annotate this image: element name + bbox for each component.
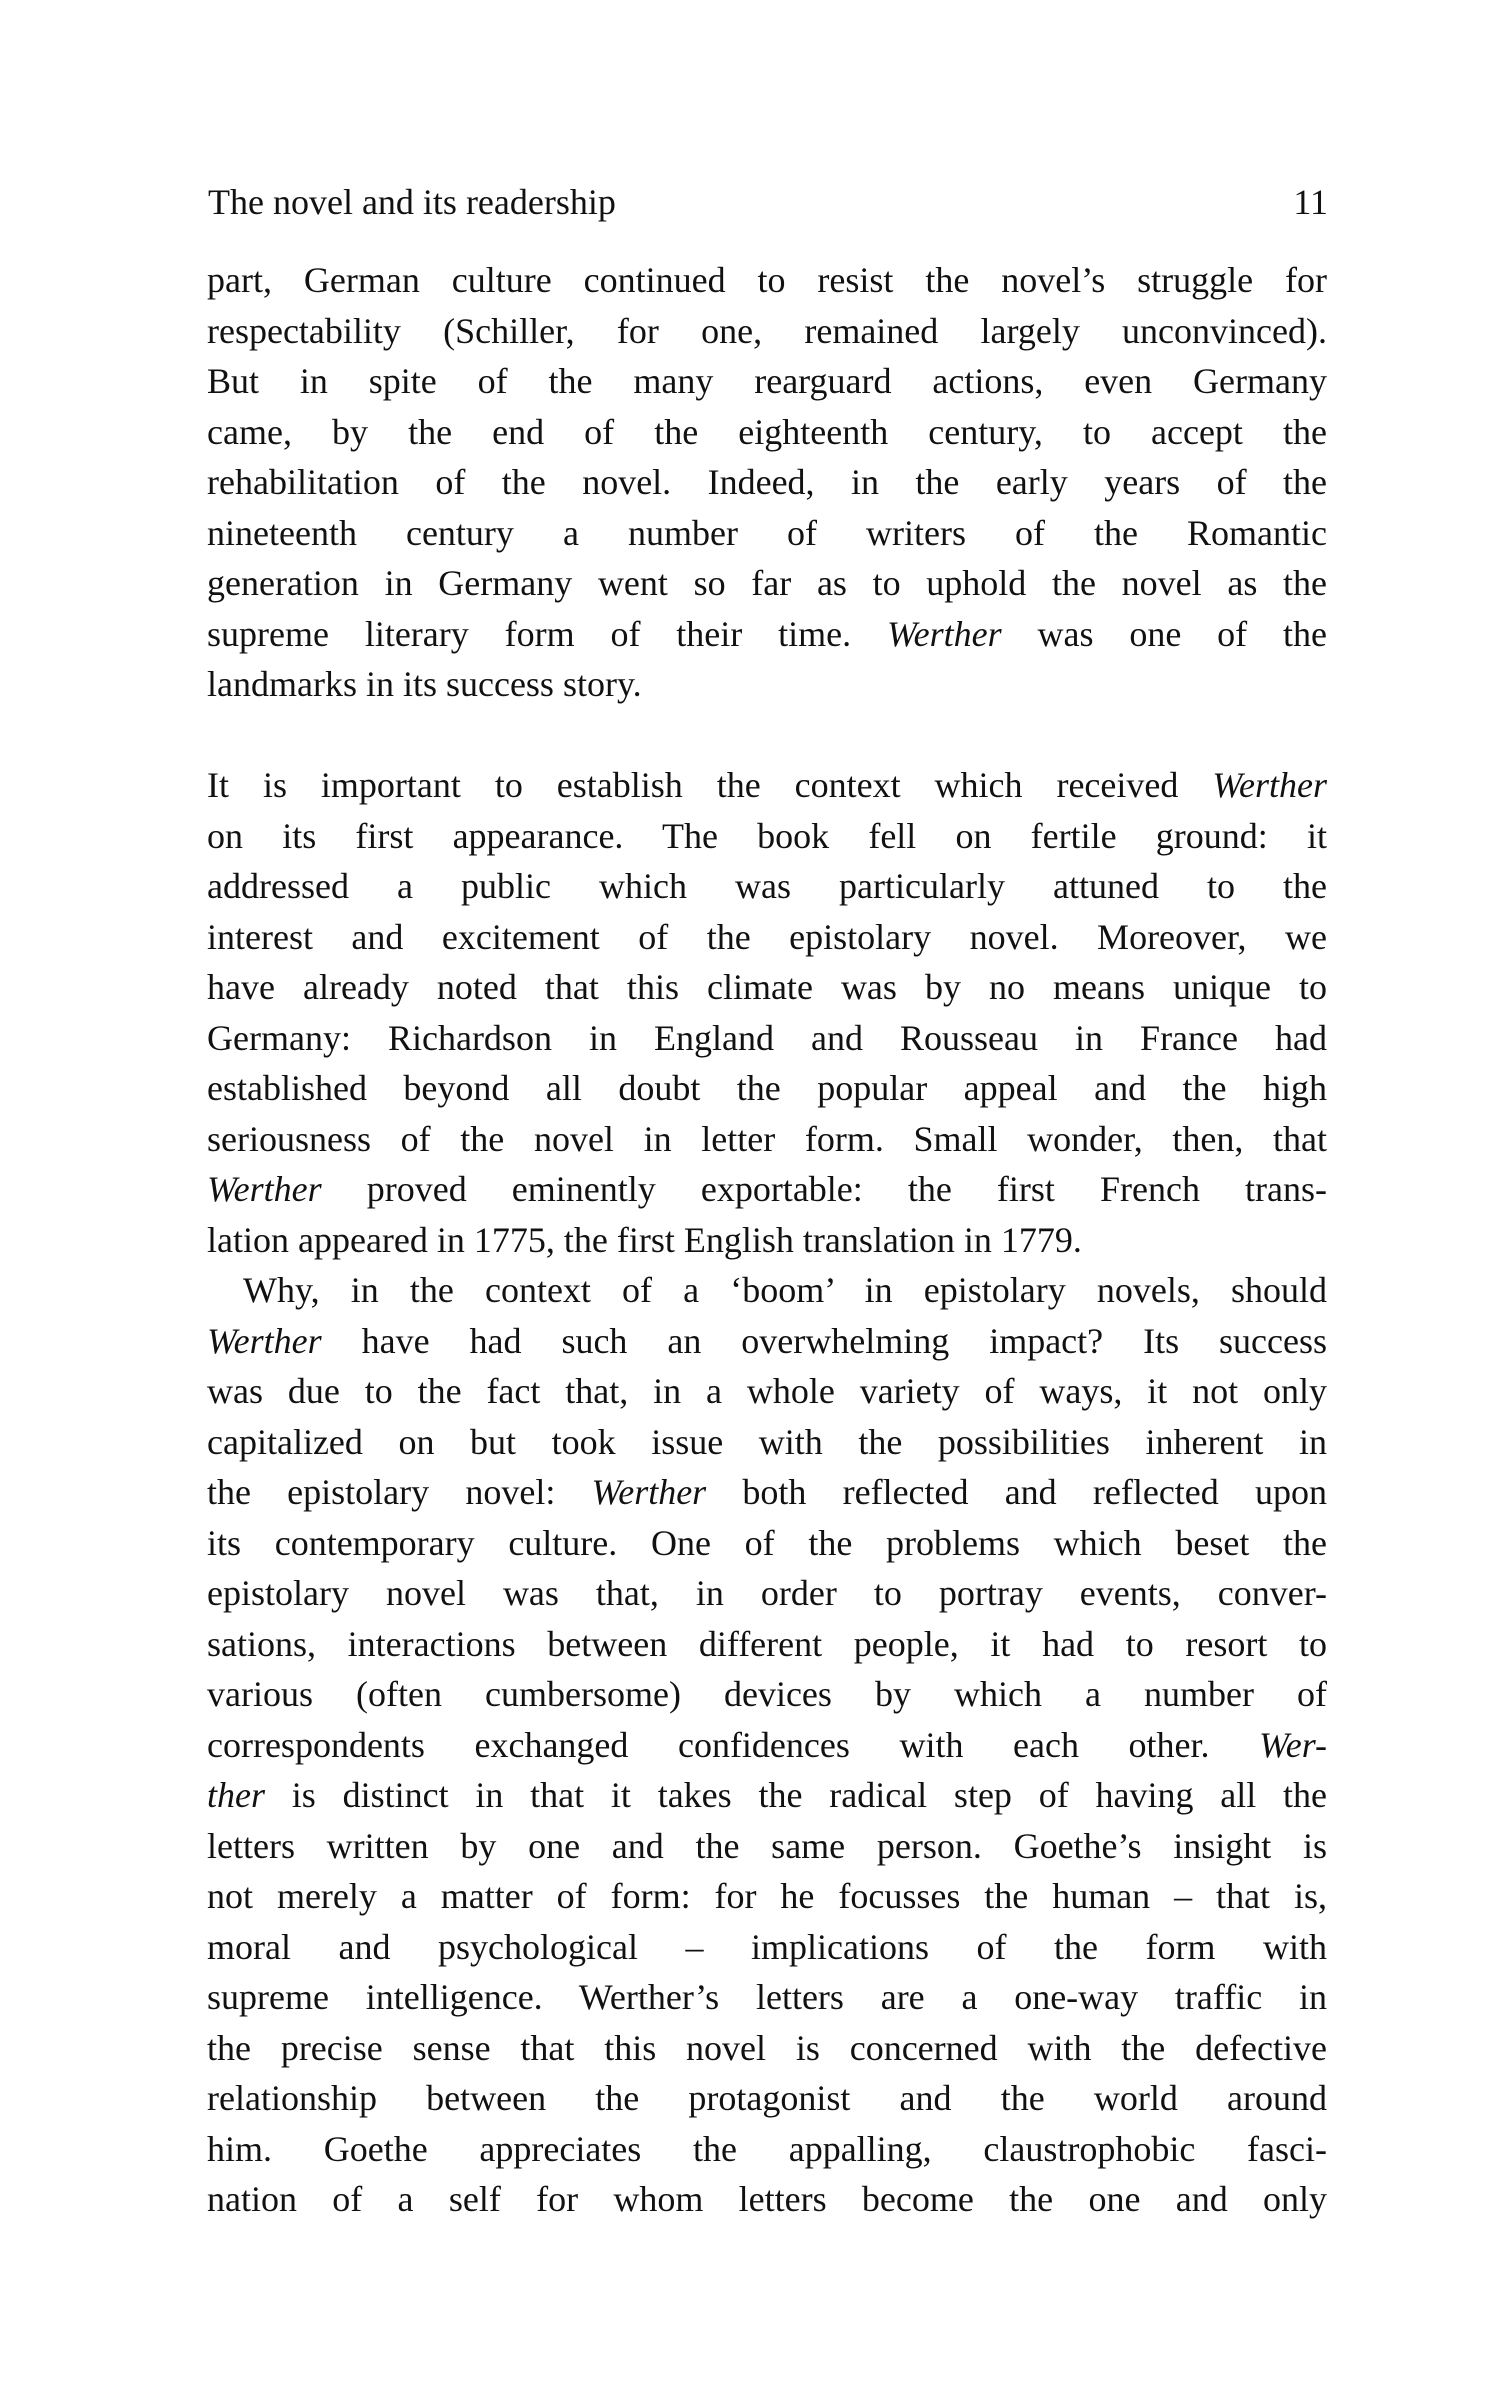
text-line: the epistolary novel: Werther both reflected and reflected upon (207, 1472, 1327, 1512)
text-line: landmarks in its success story. (207, 664, 642, 704)
text-line: lation appeared in 1775, the first English translation in 1779. (207, 1219, 1082, 1260)
text-line: generation in Germany went so far as to uphold the novel as the (207, 563, 1327, 603)
text-line: addressed a public which was particularly attuned to the (207, 866, 1327, 906)
text-line: supreme literary form of their time. Werther was one of the (207, 613, 1327, 654)
book-title: Wer- (1259, 1724, 1327, 1765)
book-title: Werther (207, 1320, 322, 1361)
text-line: Germany: Richardson in England and Rousseau in France had (207, 1017, 1327, 1058)
body-text (207, 255, 1327, 2225)
text-line: various (often cumbersome) devices by which a number of (207, 1674, 1327, 1714)
text-line: him. Goethe appreciates the appalling, claustrophobic fasci- (207, 2128, 1327, 2169)
book-title: ther (207, 1775, 265, 1815)
running-title: The novel and its readership (208, 182, 616, 222)
text-line: nineteenth century a number of writers of the Romantic (207, 512, 1327, 553)
text-line: the precise sense that this novel is concerned with the defective (207, 2027, 1327, 2068)
text-line: not merely a matter of form: for he focusses the human – that is, (207, 1876, 1327, 1916)
text-line: moral and psychological – implications of the form with (207, 1926, 1327, 1967)
text-line: seriousness of the novel in letter form. Small wonder, then, that (207, 1118, 1327, 1159)
text-line: came, by the end of the eighteenth century, to accept the (207, 411, 1327, 452)
text-line: Why, in the context of a ‘boom’ in epistolary novels, should (243, 1270, 1327, 1310)
text-line: But in spite of the many rearguard actions, even Germany (207, 361, 1327, 401)
text-line: on its first appearance. The book fell on fertile ground: it (207, 815, 1327, 856)
book-title: Werther (1212, 765, 1327, 805)
text-line: respectability (Schiller, for one, remained largely unconvinced). (207, 310, 1327, 351)
text-line: capitalized on but took issue with the possibilities inherent in (207, 1421, 1327, 1462)
text-line: rehabilitation of the novel. Indeed, in the early years of the (207, 462, 1327, 502)
text-line: epistolary novel was that, in order to portray events, conver- (207, 1573, 1327, 1613)
book-title: Werther (591, 1472, 707, 1512)
running-head (208, 172, 1328, 232)
book-title: Werther (207, 1169, 322, 1209)
text-line: interest and excitement of the epistolary novel. Moreover, we (207, 916, 1327, 957)
text-line: sations, interactions between different people, it had to resort to (207, 1623, 1327, 1664)
text-line: It is important to establish the context which received Werther (207, 765, 1327, 805)
text-line: letters written by one and the same person. Goethe’s insight is (207, 1825, 1327, 1866)
section-break (207, 710, 1327, 761)
text-line: Werther proved eminently exportable: the first French trans- (207, 1169, 1327, 1209)
text-line: was due to the fact that, in a whole variety of ways, it not only (207, 1371, 1327, 1411)
text-line: correspondents exchanged confidences with each other. Wer- (207, 1724, 1327, 1765)
page-number: 11 (1293, 182, 1328, 222)
text-line: its contemporary culture. One of the problems which beset the (207, 1522, 1327, 1563)
text-line: have already noted that this climate was by no means unique to (207, 967, 1327, 1007)
text-line: nation of a self for whom letters become the one and only (207, 2179, 1327, 2219)
text-line: relationship between the protagonist and the world around (207, 2078, 1327, 2118)
text-line: Werther have had such an overwhelming impact? Its success (207, 1320, 1327, 1361)
text-line: part, German culture continued to resist the novel’s struggle for (207, 260, 1327, 300)
text-line: ther is distinct in that it takes the radical step of having all the (207, 1775, 1327, 1815)
book-title: Werther (886, 613, 1002, 654)
text-line: supreme intelligence. Werther’s letters are a one-way traffic in (207, 1977, 1327, 2017)
text-line: established beyond all doubt the popular appeal and the high (207, 1068, 1327, 1108)
